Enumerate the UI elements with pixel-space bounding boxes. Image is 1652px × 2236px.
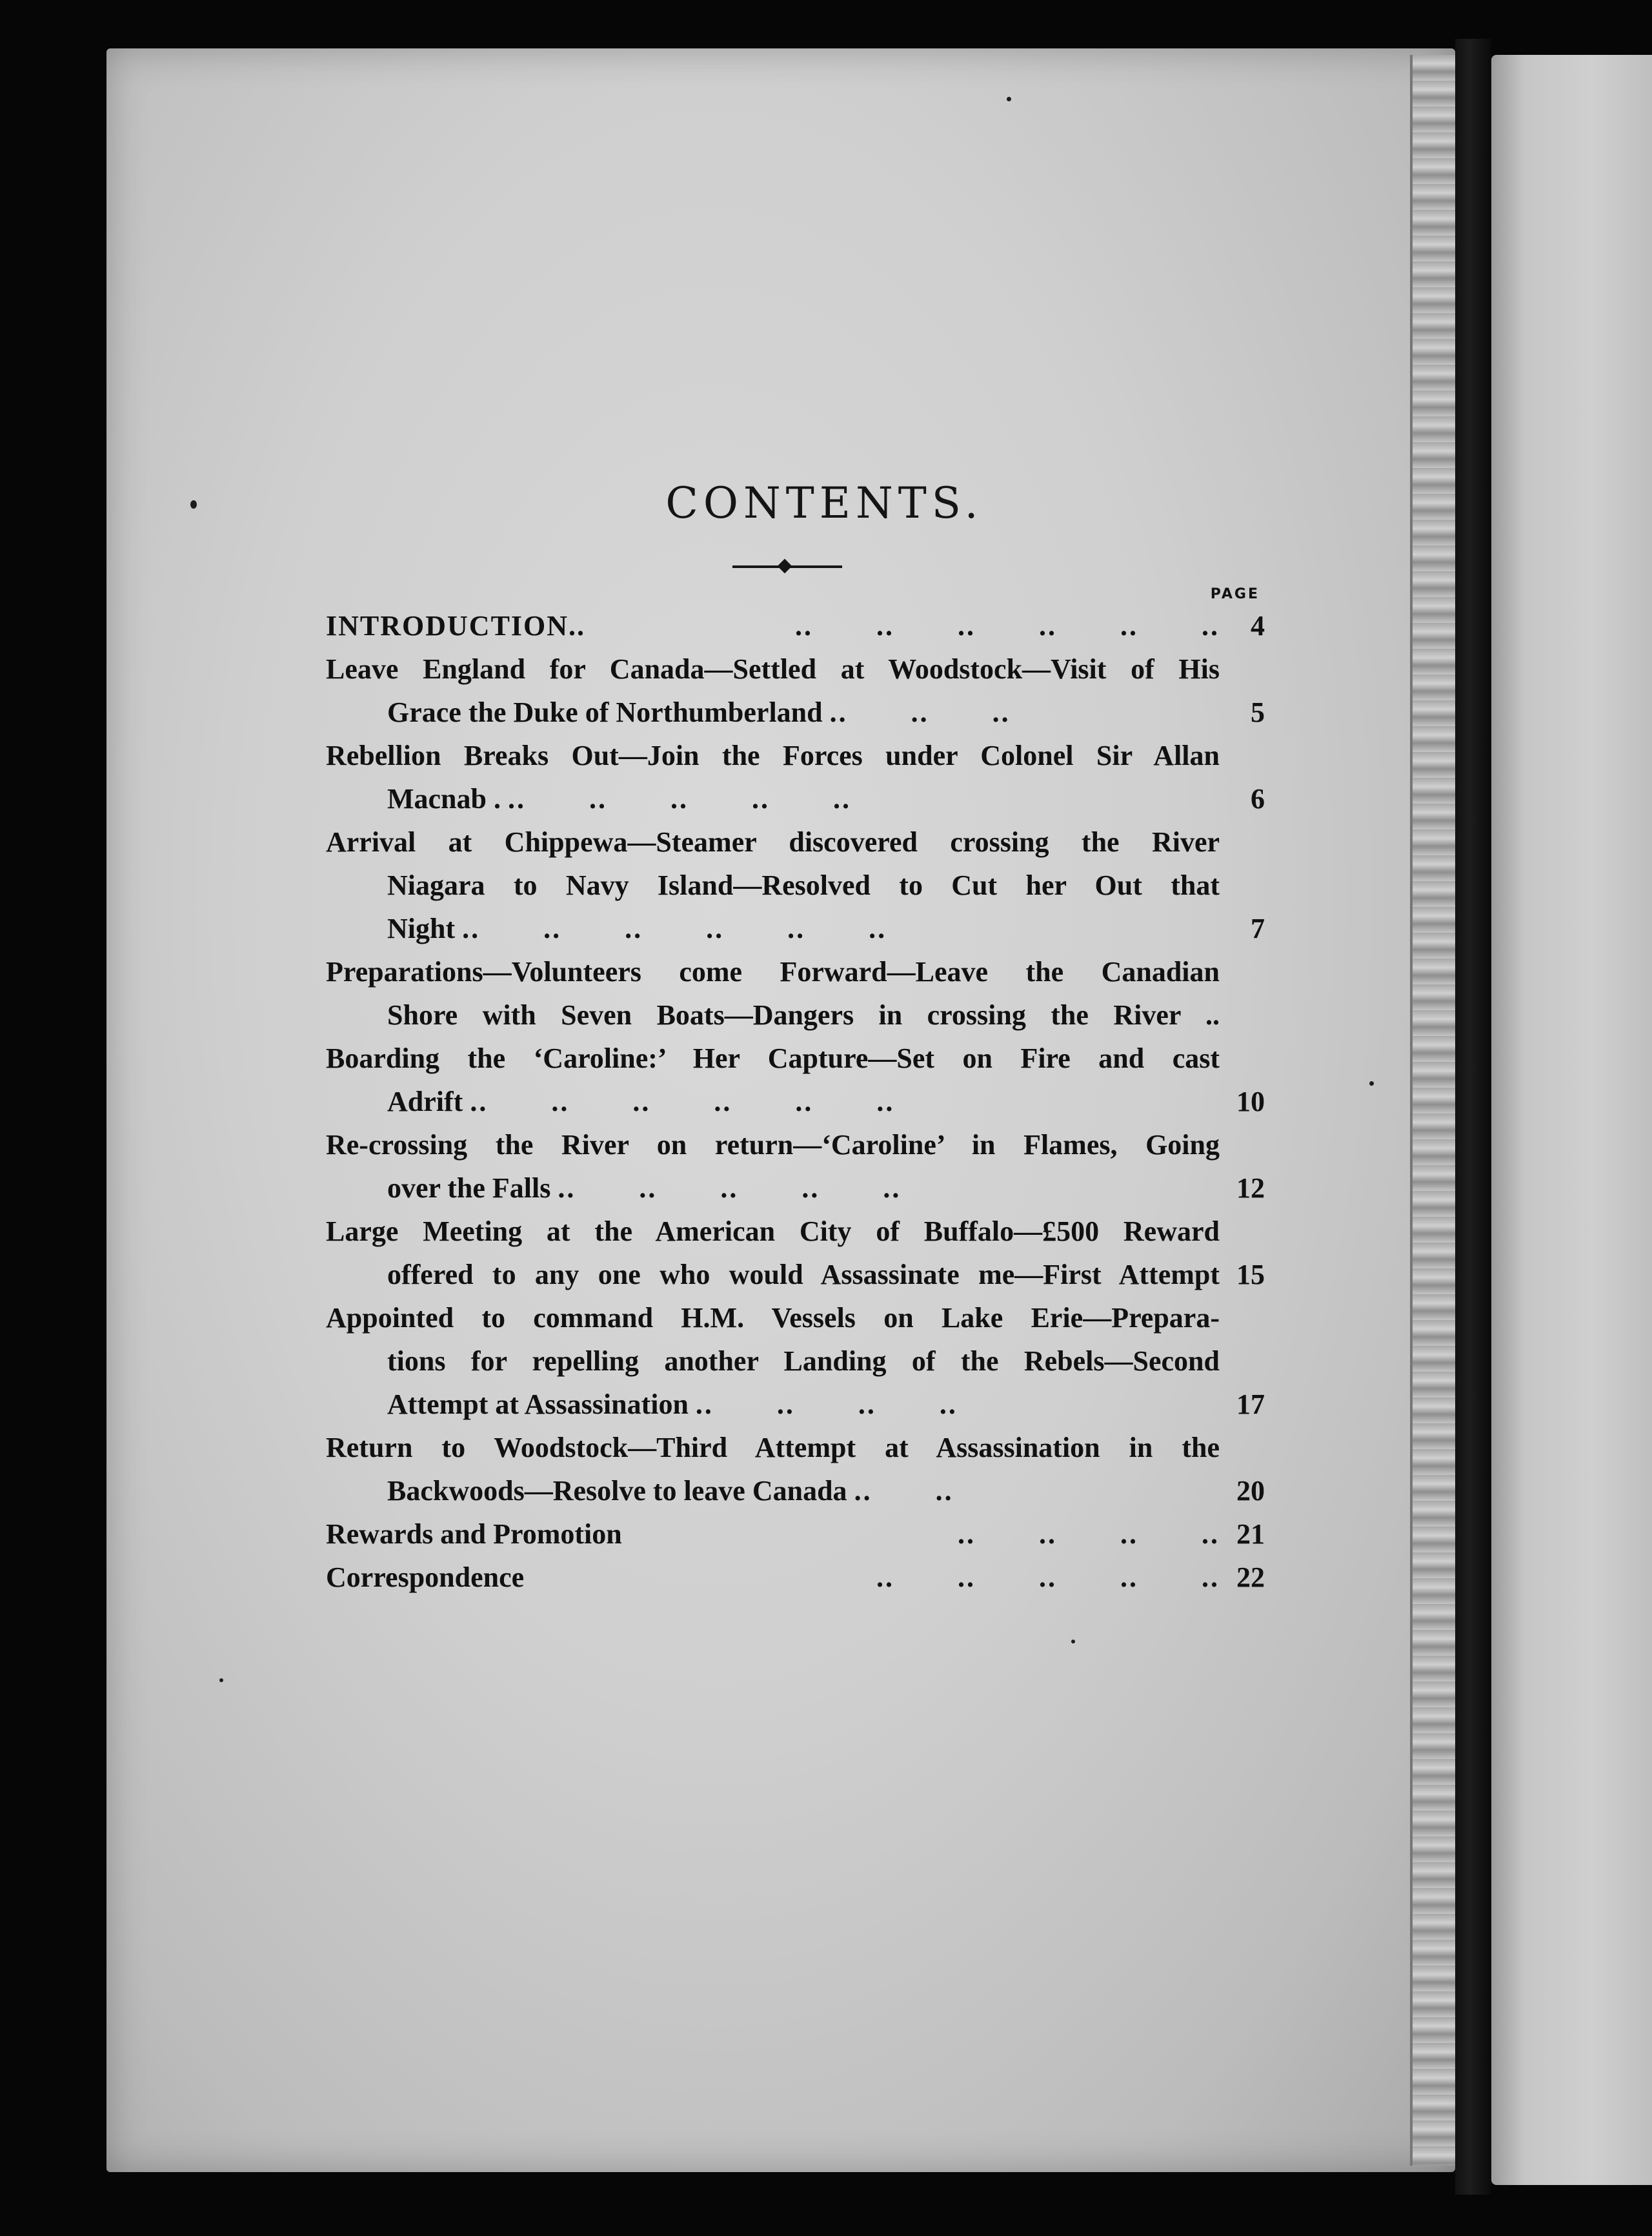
toc-line: Leave England for Canada—Settled at Woodstock—Visit of His <box>326 653 1220 685</box>
adjacent-page <box>1491 55 1652 2185</box>
toc-entry <box>326 1123 1265 1210</box>
toc-entry <box>326 734 1265 820</box>
toc-line: Rebellion Breaks Out—Join the Forces under Colonel Sir Allan <box>326 740 1220 771</box>
toc-entry <box>326 1512 1265 1556</box>
toc-page-number: 15 <box>1236 1259 1265 1290</box>
scan-speck <box>1071 1640 1075 1643</box>
toc-page-number: 20 <box>1236 1475 1265 1507</box>
toc-line: Return to Woodstock—Third Attempt at Assassination in the <box>326 1432 1220 1463</box>
contents-section <box>326 478 1265 1599</box>
toc-line <box>326 691 1220 734</box>
toc-leaders: .. .. .. .. .. .. <box>462 913 887 944</box>
page-column-heading: PAGE <box>1210 586 1260 602</box>
toc-page-number: 10 <box>1236 1086 1265 1117</box>
toc-entry <box>326 1210 1265 1296</box>
toc-line: Niagara to Navy Island—Resolved to Cut her Out that <box>387 869 1220 901</box>
scan-speck <box>190 500 197 509</box>
toc-leaders: .. .. <box>854 1475 954 1507</box>
toc-leaders: .. .. .. <box>829 696 1011 728</box>
toc-leaders: .. .. .. .. .. .. <box>795 610 1220 642</box>
toc-line <box>326 1512 1220 1556</box>
toc-leaders: .. .. .. .. <box>695 1388 958 1420</box>
toc-line <box>326 1556 1220 1599</box>
toc-page-number: 12 <box>1236 1172 1265 1204</box>
toc-page-number: 6 <box>1251 783 1265 815</box>
ornament-diamond <box>778 559 792 574</box>
toc-line: Preparations—Volunteers come Forward—Leave the Canadian <box>326 956 1220 988</box>
toc-line-text: INTRODUCTION.. <box>326 610 586 642</box>
toc-line-text: Adrift <box>387 1086 463 1117</box>
toc-entry-text <box>326 950 1220 1037</box>
toc-line: Arrival at Chippewa—Steamer discovered crossing the River <box>326 826 1220 858</box>
scan-speck <box>219 1678 223 1682</box>
toc-leaders: .. .. .. .. .. <box>876 1561 1220 1593</box>
toc-page-number: 21 <box>1236 1518 1265 1550</box>
toc-page-number: 17 <box>1236 1388 1265 1420</box>
toc-entry-text <box>326 604 1220 647</box>
toc-line-text: Macnab . <box>387 783 501 815</box>
toc-entry-text <box>326 820 1220 950</box>
toc-line <box>326 1383 1220 1426</box>
table-of-contents <box>326 604 1265 1599</box>
toc-page-number: 4 <box>1251 610 1265 642</box>
toc-entry <box>326 1037 1265 1123</box>
toc-line: Shore with Seven Boats—Dangers in crossing the River .. <box>387 999 1220 1031</box>
toc-line: Appointed to command H.M. Vessels on Lake Erie—Prepara- <box>326 1302 1220 1334</box>
toc-entry-text <box>326 1037 1220 1123</box>
toc-entry-text <box>326 1426 1220 1512</box>
toc-leaders: .. .. .. .. <box>958 1518 1220 1550</box>
toc-entry <box>326 820 1265 950</box>
toc-leaders: .. .. .. .. .. <box>558 1172 902 1204</box>
toc-line-text: Correspondence <box>326 1561 525 1593</box>
toc-line-text: Backwoods—Resolve to leave Canada <box>387 1475 847 1507</box>
toc-line-text: Rewards and Promotion <box>326 1518 622 1550</box>
toc-line: offered to any one who would Assassinate me—First Attempt <box>387 1259 1220 1290</box>
toc-entry-text <box>326 1556 1220 1599</box>
toc-entry <box>326 1556 1265 1599</box>
toc-line <box>326 604 1220 647</box>
toc-entry <box>326 1296 1265 1426</box>
toc-line <box>326 1469 1220 1512</box>
toc-entry <box>326 604 1265 647</box>
toc-line: Re-crossing the River on return—‘Caroline’ in Flames, Going <box>326 1129 1220 1161</box>
scan-speck <box>1369 1081 1374 1086</box>
toc-line-text: Attempt at Assassination <box>387 1388 689 1420</box>
page-edge <box>1410 55 1458 2166</box>
toc-page-number: 7 <box>1251 913 1265 944</box>
toc-entry-text <box>326 1123 1220 1210</box>
title-ornament <box>732 560 842 573</box>
toc-line-text: Grace the Duke of Northumberland <box>387 696 823 728</box>
toc-entry-text <box>326 734 1220 820</box>
toc-leaders: .. .. .. .. .. <box>508 783 851 815</box>
toc-entry-text <box>326 647 1220 734</box>
toc-line-text: over the Falls <box>387 1172 551 1204</box>
toc-entry-text <box>326 1296 1220 1426</box>
toc-line <box>326 777 1220 820</box>
page-title: CONTENTS. <box>665 478 983 528</box>
toc-entry <box>326 950 1265 1037</box>
toc-entry-text <box>326 1512 1220 1556</box>
toc-leaders: .. .. .. .. .. .. <box>470 1086 895 1117</box>
toc-line: Boarding the ‘Caroline:’ Her Capture—Set on Fire and cast <box>326 1042 1220 1074</box>
toc-line <box>326 1166 1220 1210</box>
toc-line: tions for repelling another Landing of the Rebels—Second <box>387 1345 1220 1377</box>
scan-speck <box>1007 97 1011 101</box>
toc-line: Large Meeting at the American City of Buffalo—£500 Reward <box>326 1215 1220 1247</box>
toc-page-number: 5 <box>1251 696 1265 728</box>
toc-entry-text <box>326 1210 1220 1296</box>
book-spine <box>1455 39 1491 2195</box>
toc-entry <box>326 647 1265 734</box>
toc-line-text: Night <box>387 913 456 944</box>
toc-entry <box>326 1426 1265 1512</box>
toc-page-number: 22 <box>1236 1561 1265 1593</box>
toc-line <box>326 907 1220 950</box>
toc-line <box>326 1080 1220 1123</box>
